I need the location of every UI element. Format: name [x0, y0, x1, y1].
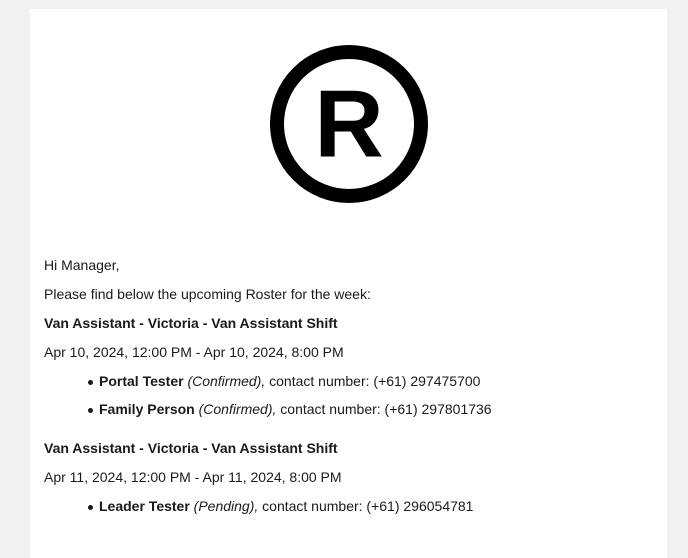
- email-body: [44, 257, 653, 537]
- staff-name: Family Person: [99, 401, 195, 417]
- registered-trademark-logo: [268, 43, 430, 205]
- greeting-text: Hi Manager,: [44, 257, 120, 273]
- staff-item: [99, 498, 653, 515]
- shift-block: [44, 315, 653, 418]
- logo-letter: R: [313, 70, 384, 178]
- staff-contact: contact number: (+61) 297475700: [269, 373, 481, 389]
- staff-contact: contact number: (+61) 297801736: [280, 401, 492, 417]
- staff-item: [99, 401, 653, 418]
- staff-item: [99, 373, 653, 390]
- staff-name: Portal Tester: [99, 373, 184, 389]
- email-card: [30, 9, 667, 558]
- staff-list: [44, 498, 653, 515]
- shift-block: [44, 440, 653, 515]
- staff-list: [44, 373, 653, 418]
- staff-status: (Confirmed),: [198, 401, 277, 417]
- shift-title: Van Assistant - Victoria - Van Assistant Shift: [44, 440, 338, 456]
- staff-contact: contact number: (+61) 296054781: [262, 498, 474, 514]
- staff-status: (Pending),: [193, 498, 259, 514]
- registered-icon: [268, 43, 430, 205]
- staff-name: Leader Tester: [99, 498, 190, 514]
- shift-time: Apr 10, 2024, 12:00 PM - Apr 10, 2024, 8:00 PM: [44, 344, 344, 360]
- shift-time: Apr 11, 2024, 12:00 PM - Apr 11, 2024, 8:00 PM: [44, 469, 342, 485]
- staff-status: (Confirmed),: [187, 373, 266, 389]
- intro-text: Please find below the upcoming Roster for the week:: [44, 286, 371, 302]
- shift-title: Van Assistant - Victoria - Van Assistant Shift: [44, 315, 338, 331]
